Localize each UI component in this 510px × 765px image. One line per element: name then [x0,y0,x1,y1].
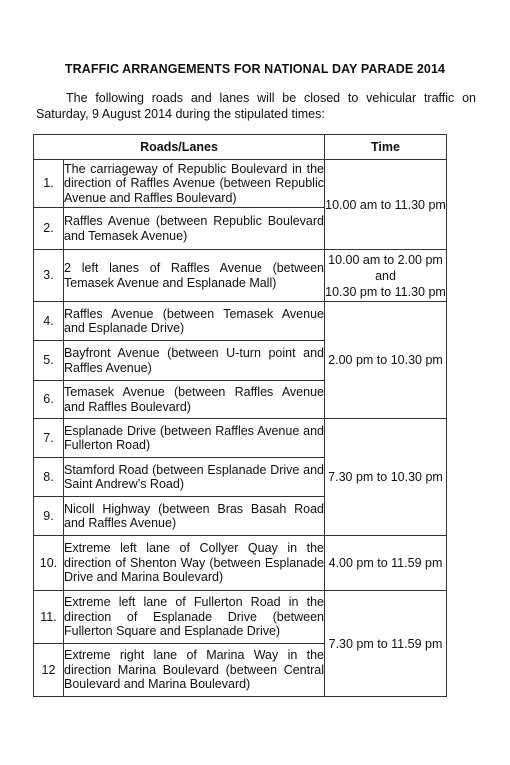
row-number: 5. [34,341,64,381]
closure-time-line: and [375,268,396,283]
row-number: 3. [34,250,64,302]
closure-time: 7.30 pm to 10.30 pm [325,419,447,536]
row-number: 11. [34,591,64,644]
closure-time-line: 10.00 am to 2.00 pm [328,252,443,267]
header-roads-lanes: Roads/Lanes [34,135,325,160]
road-description: Extreme left lane of Fullerton Road in the direction of Esplanade Drive (between Fullerton Square and Esplanade Drive) [64,591,325,644]
row-number: 2. [34,208,64,250]
closure-time-line: 10.30 pm to 11.30 pm [325,284,446,299]
road-description: The carriageway of Republic Boulevard in the direction of Raffles Avenue (between Republic Avenue and Raffles Boulevard) [64,160,325,208]
table-row [34,250,447,302]
road-description: Esplanade Drive (between Raffles Avenue and Fullerton Road) [64,419,325,458]
table-row [34,419,447,458]
row-number: 12 [34,644,64,697]
closure-time: 10.00 am to 11.30 pm [325,160,447,250]
document-title: TRAFFIC ARRANGEMENTS FOR NATIONAL DAY PARADE 2014 [64,62,446,76]
table-header-row [34,135,447,160]
closure-time [325,250,447,302]
intro-paragraph: The following roads and lanes will be closed to vehicular traffic on Saturday, 9 August 2014 during the stipulated times: [36,91,476,121]
road-description: Raffles Avenue (between Temasek Avenue and Esplanade Drive) [64,302,325,341]
row-number: 4. [34,302,64,341]
row-number: 6. [34,381,64,419]
row-number: 1. [34,160,64,208]
road-description: 2 left lanes of Raffles Avenue (between Temasek Avenue and Esplanade Mall) [64,250,325,302]
road-description: Extreme left lane of Collyer Quay in the direction of Shenton Way (between Esplanade Drive and Marina Boulevard) [64,536,325,591]
road-description: Raffles Avenue (between Republic Boulevard and Temasek Avenue) [64,208,325,250]
row-number: 9. [34,497,64,536]
closure-time: 2.00 pm to 10.30 pm [325,302,447,419]
header-time: Time [325,135,447,160]
row-number: 7. [34,419,64,458]
closure-time: 4.00 pm to 11.59 pm [325,536,447,591]
closures-table [33,134,447,697]
road-description: Extreme right lane of Marina Way in the direction Marina Boulevard (between Central Boulevard and Marina Boulevard) [64,644,325,697]
road-description: Temasek Avenue (between Raffles Avenue and Raffles Boulevard) [64,381,325,419]
row-number: 8. [34,458,64,497]
table-row [34,536,447,591]
closure-time: 7.30 pm to 11.59 pm [325,591,447,697]
table-row [34,302,447,341]
row-number: 10. [34,536,64,591]
table-row [34,160,447,208]
road-description: Stamford Road (between Esplanade Drive and Saint Andrew’s Road) [64,458,325,497]
table-row [34,591,447,644]
road-description: Nicoll Highway (between Bras Basah Road and Raffles Avenue) [64,497,325,536]
road-description: Bayfront Avenue (between U-turn point and Raffles Avenue) [64,341,325,381]
